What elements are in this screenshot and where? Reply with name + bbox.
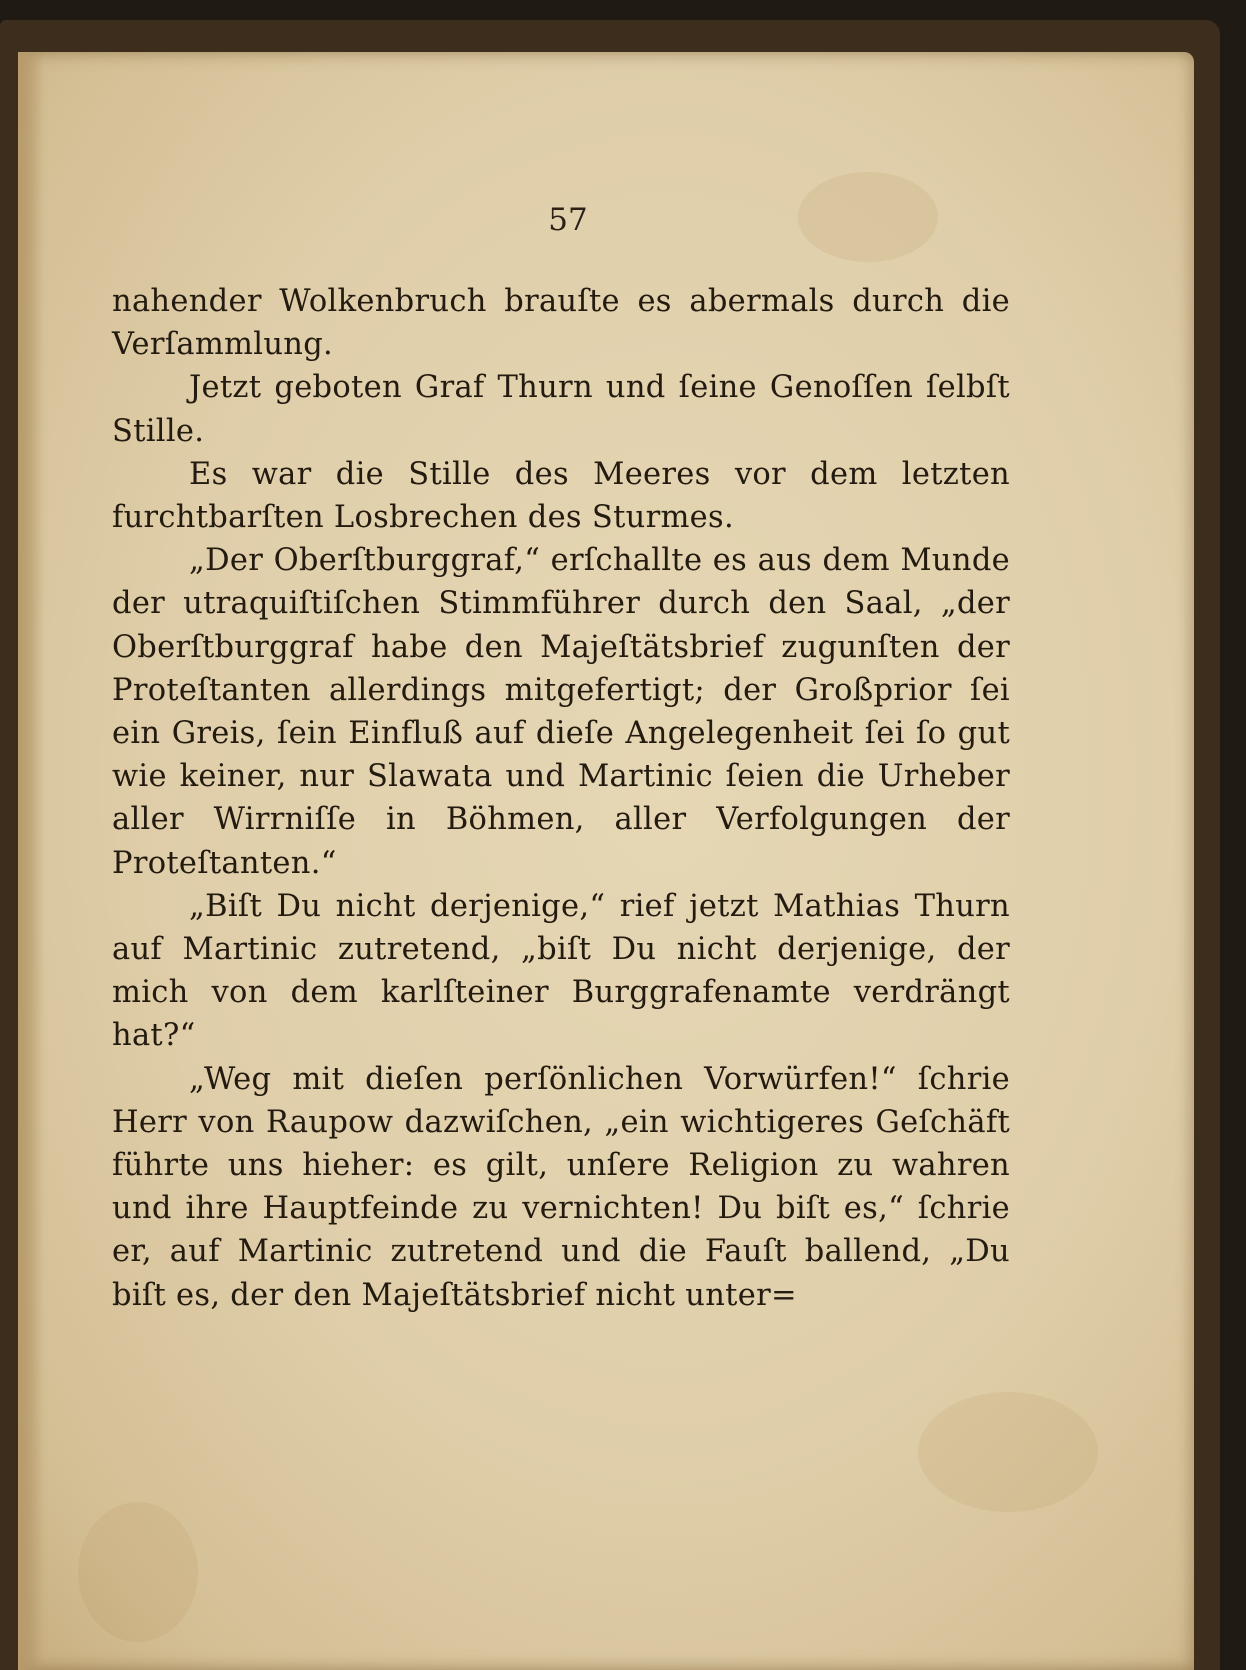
paragraph: „Der Oberſtburggraf,“ erſchallte es aus dem Munde der utraquiſtiſchen Stimmführer durch den Saal, „der Oberſtburggraf habe den Majeſtätsbrief zugunſten der Proteſtanten allerdings mitgefertigt; der Großprior ſei ein Greis, ſein Einfluß auf dieſe Angelegenheit ſei ſo gut wie keiner, nur Slawata und Martinic ſeien die Urheber aller Wirrniſſe in Böhmen, aller Verfolgungen der Proteſtanten.“: [112, 543, 1010, 881]
paragraph: „Weg mit dieſen perſönlichen Vorwürfen!“ ſchrie Herr von Raupow dazwiſchen, „ein wichtigeres Geſchäft führte uns hieher: es gilt, unſere Religion zu wahren und ihre Hauptfeinde zu vernichten! Du biſt es,“ ſchrie er, auf Martinic zutretend und die Fauſt ballend, „Du biſt es, der den Majeſtätsbrief nicht unter=: [112, 1061, 1010, 1313]
paragraph: Es war die Stille des Meeres vor dem letzten furchtbarſten Losbrechen des Sturmes.: [112, 456, 1010, 536]
paragraph: nahender Wolkenbruch brauſte es abermals durch die Verſammlung.: [112, 284, 1010, 363]
paper-stain: [918, 1392, 1098, 1512]
book-page: [18, 52, 1194, 1670]
page-gutter: [18, 52, 44, 1670]
body-text: [112, 280, 1010, 1317]
page-number: 57: [548, 202, 588, 238]
paper-stain: [78, 1502, 198, 1642]
paragraph: Jetzt geboten Graf Thurn und ſeine Genoſſen ſelbſt Stille.: [112, 370, 1010, 449]
paragraph: „Biſt Du nicht derjenige,“ rief jetzt Mathias Thurn auf Martinic zutretend, „biſt Du nicht derjenige, der mich von dem karlſteiner Burggrafenamte verdrängt hat?“: [112, 888, 1010, 1054]
